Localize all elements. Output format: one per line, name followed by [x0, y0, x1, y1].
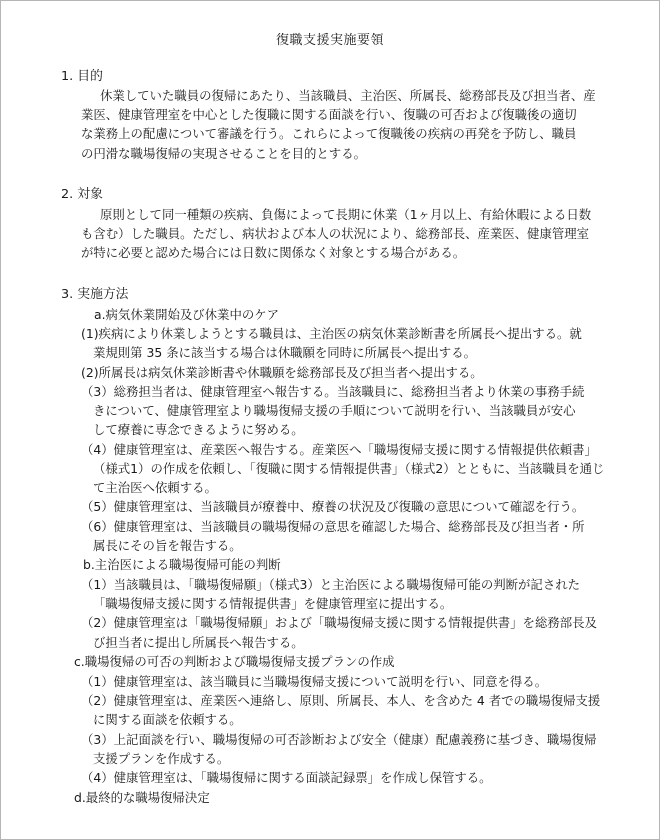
section-1-heading: 1. 目的 [61, 69, 103, 84]
item-a3-line: きについて、健康管理室より職場復帰支援の手順について説明を行い、当該職員が安心 [93, 403, 576, 418]
section-1-line: 休業していた職員の復帰にあたり、当該職員、主治医、所属長、総務部長及び担当者、産 [100, 88, 596, 103]
subsection-b-heading: b.主治医による職場復帰可能の判断 [83, 557, 281, 572]
item-a4-line: て主治医へ依頼する。 [93, 480, 217, 495]
item-b1-line: （1）当該職員は、「職場復帰願」（様式3）と主治医による職場復帰可能の判断が記された [81, 577, 580, 592]
item-a1-line: (1)疾病により休業しようとする職員は、主治医の病気休業診断書を所属長へ提出する。就 [81, 326, 582, 341]
item-a3-line: （3）総務担当者は、健康管理室へ報告する。当該職員に、総務担当者より休業の事務手続 [81, 384, 585, 399]
item-c2-line: （2）健康管理室は、産業医へ連絡し、原則、所属長、本人、を含めた 4 者での職場復帰支援 [81, 693, 601, 708]
document-title: 復職支援実施要領 [275, 33, 384, 48]
item-b2-line: び担当者に提出し所属長へ報告する。 [93, 635, 304, 650]
item-a1-line: 業規則第 35 条に該当する場合は休職願を同時に所属長へ提出する。 [93, 345, 476, 360]
item-a5-line: （5）健康管理室は、当該職員が療養中、療養の状況及び復職の意思について確認を行う。 [81, 499, 585, 514]
item-c3-line: （3）上記面談を行い、職場復帰の可否診断および安全（健康）配慮義務に基づき、職場復帰 [81, 732, 597, 747]
item-a4-line: （4）健康管理室は、産業医へ報告する。産業医へ「職場復帰支援に関する情報提供依頼書」 [81, 442, 597, 457]
section-2-heading: 2. 対象 [61, 187, 103, 202]
subsection-c-heading: c.職場復帰の可否の判断および職場復帰支援プランの作成 [74, 654, 395, 669]
item-b1-line: 「職場復帰支援に関する情報提供書」を健康管理室に提出する。 [93, 596, 453, 611]
item-a2-line: (2)所属長は病気休業診断書や休職願を総務部長及び担当者へ提出する。 [81, 365, 483, 380]
section-2-line: も含む）した職員。ただし、病状および本人の状況により、総務部長、産業医、健康管理室 [81, 226, 590, 241]
section-3-heading: 3. 実施方法 [61, 287, 129, 302]
item-c4-line: （4）健康管理室は、「職場復帰に関する面談記録票」を作成し保管する。 [81, 770, 492, 785]
item-c2-line: に関する面談を依頼する。 [93, 712, 242, 727]
item-c3-line: 支援プランを作成する。 [93, 751, 230, 766]
item-a6-line: （6）健康管理室は、当該職員の職場復帰の意思を確認した場合、総務部長及び担当者・所 [81, 519, 585, 534]
section-1-line: の円滑な職場復帰の実現させることを目的とする。 [81, 146, 366, 161]
item-c1-line: （1）健康管理室は、該当職員に当職場復帰支援について説明を行い、同意を得る。 [81, 674, 548, 689]
item-a3-line: して療養に専念できるように努める。 [93, 422, 304, 437]
section-2-line: が特に必要と認めた場合には日数に関係なく対象とする場合がある。 [81, 245, 466, 260]
section-1-line: な業務上の配慮について審議を行う。これらによって復職後の疾病の再発を予防し、職員 [81, 126, 577, 141]
item-a4-line: （様式1）の作成を依頼し、「復職に関する情報提供書」（様式2）とともに、当該職員を通じ [93, 461, 605, 476]
subsection-d-heading: d.最終的な職場復帰決定 [74, 790, 210, 805]
item-a6-line: 属長にその旨を報告する。 [93, 538, 242, 553]
section-1-line: 業医、健康管理室を中心とした復職に関する面談を行い、復職の可否および復職後の適切 [81, 107, 577, 122]
item-b2-line: （2）健康管理室は「職場復帰願」および「職場復帰支援に関する情報提供書」を総務部長及 [81, 615, 597, 630]
subsection-a-heading: a.病気休業開始及び休業中のケア [94, 307, 280, 322]
section-2-line: 原則として同一種類の疾病、負傷によって長期に休業（1ヶ月以上、有給休暇による日数 [100, 207, 592, 222]
